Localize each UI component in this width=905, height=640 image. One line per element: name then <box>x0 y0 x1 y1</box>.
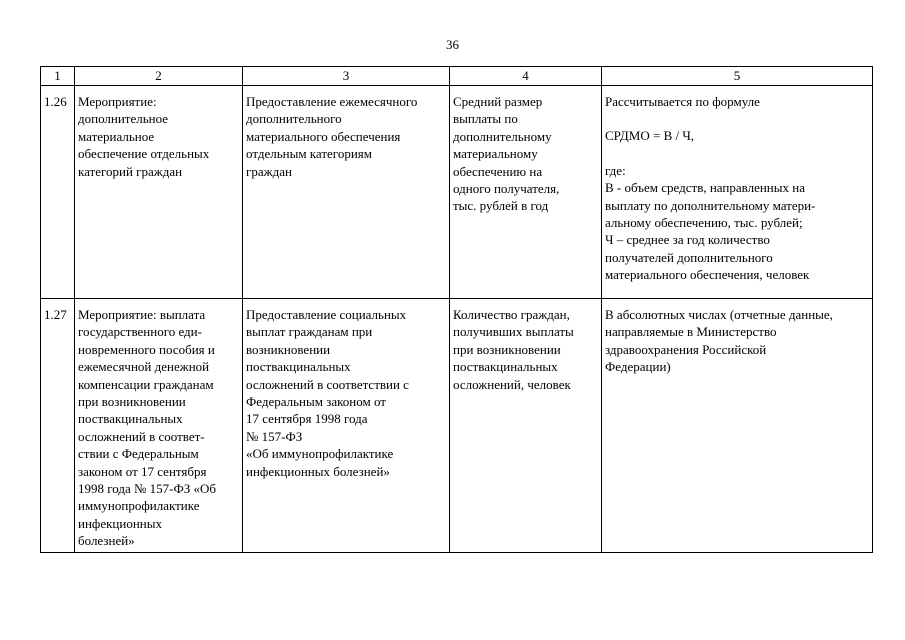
row-indicator-cell <box>450 299 602 553</box>
row-indicator-cell <box>450 86 602 299</box>
paragraph-spacer <box>605 110 869 127</box>
header-cell-5: 5 <box>602 67 873 86</box>
header-cell-4: 4 <box>450 67 602 86</box>
row-name: Мероприятие: выплата государственного еди- новременного пособия и ежемесячной денежной компенсации гражданам при возникновении поствакцинальных осложнений в соответ- ствии с Федеральным законом от 17 сентября 1998 года № 157-ФЗ «Об иммунопрофилактике инфекционных болезней» <box>78 307 217 549</box>
row-indicator: Количество граждан, получивших выплаты при возникновении поствакцинальных осложнений, человек <box>453 307 574 392</box>
method-where: где: В - объем средств, направленных на выплату по дополнительному матери- альному обеспечению, тыс. рублей; Ч – среднее за год количество получателей дополнительного материального обеспечения, человек <box>605 162 816 283</box>
row-number: 1.26 <box>41 86 75 299</box>
paragraph-spacer <box>605 145 869 162</box>
method-formula: СРДМО = В / Ч, <box>605 128 695 144</box>
header-cell-1: 1 <box>41 67 75 86</box>
table-header-row <box>41 67 873 86</box>
table-row <box>41 86 873 299</box>
row-number: 1.27 <box>41 299 75 553</box>
indicators-table <box>40 66 873 553</box>
row-method: В абсолютных числах (отчетные данные, направляемые в Министерство здравоохранения Российской Федерации) <box>605 307 833 375</box>
row-description: Предоставление ежемесячного дополнительного материального обеспечения отдельным категориям граждан <box>246 94 418 179</box>
row-name-cell <box>75 86 243 299</box>
row-description-cell <box>243 86 450 299</box>
row-indicator: Средний размер выплаты по дополнительному материальному обеспечению на одного получателя, тыс. рублей в год <box>453 94 560 214</box>
row-method-cell <box>602 299 873 553</box>
row-name: Мероприятие: дополнительное материальное обеспечение отдельных категорий граждан <box>78 94 210 179</box>
header-cell-2: 2 <box>75 67 243 86</box>
page-number: 36 <box>446 37 459 52</box>
row-description-cell <box>243 299 450 553</box>
row-name-cell <box>75 299 243 553</box>
header-cell-3: 3 <box>243 67 450 86</box>
table-row <box>41 299 873 553</box>
method-intro: Рассчитывается по формуле <box>605 94 760 109</box>
row-method-cell <box>602 86 873 299</box>
row-description: Предоставление социальных выплат гражданам при возникновении поствакцинальных осложнений в соответствии с Федеральным законом от 17 сентября 1998 года № 157-ФЗ «Об иммунопрофилактике инфекционных болезней» <box>246 307 409 479</box>
